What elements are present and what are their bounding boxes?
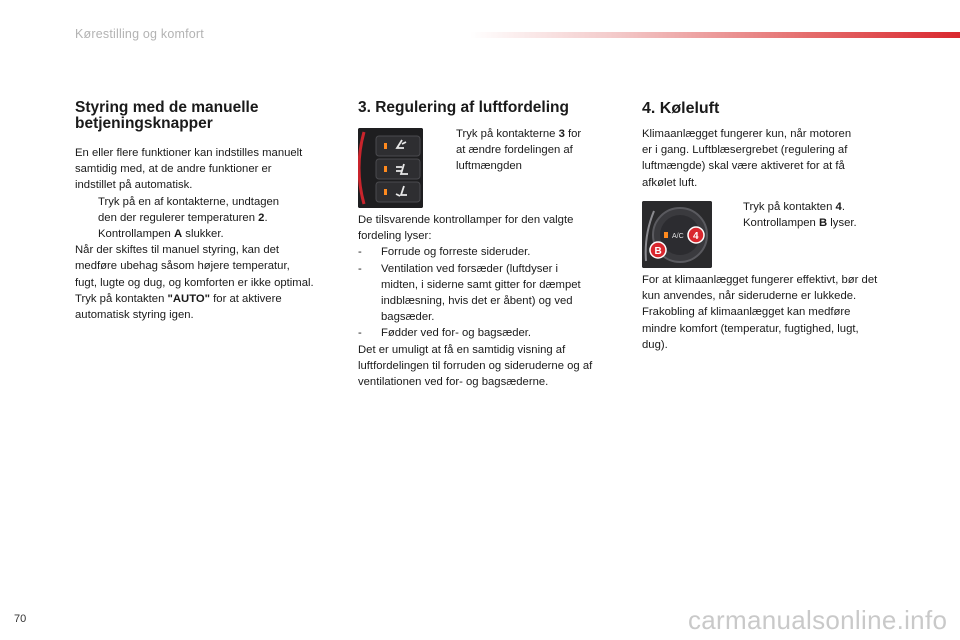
paragraph-line: Når der skiftes til manuel styring, kan det bbox=[75, 244, 280, 257]
column-air-distribution bbox=[358, 100, 623, 116]
text: lyser. bbox=[827, 217, 857, 230]
section-header-title: Kørestilling og komfort bbox=[75, 27, 204, 41]
dash-text: Forrude og forreste sideruder. bbox=[381, 246, 531, 259]
paragraph-line: mindre komfort (temperatur, fugtighed, lugt, bbox=[642, 322, 859, 335]
cooling-instruction bbox=[720, 199, 900, 231]
dash-continuation: midten, i siderne samt gitter for dæmpet bbox=[381, 278, 581, 291]
column-manual-controls bbox=[75, 100, 345, 323]
indicator-letter: B bbox=[818, 217, 828, 230]
heading-manual-controls bbox=[75, 100, 345, 132]
paragraph-line: kun anvendes, når sideruderne er lukkede. bbox=[642, 290, 857, 303]
paragraph-line: luftfordelingen til forruden og sideruderne og af bbox=[358, 359, 593, 372]
dash-continuation: bagsæder. bbox=[381, 311, 435, 324]
bullet-marker bbox=[720, 199, 743, 215]
column-cooling bbox=[642, 100, 907, 191]
ac-label: A/C bbox=[672, 233, 684, 240]
dash-text: Ventilation ved forsæder (luftdyser i bbox=[381, 262, 559, 275]
text: den der regulerer temperaturen bbox=[98, 211, 259, 224]
air-distribution-buttons-image bbox=[358, 128, 423, 208]
control-number: 4 bbox=[835, 201, 842, 213]
auto-label: "AUTO" bbox=[167, 292, 211, 305]
paragraph-line: afkølet luft. bbox=[642, 176, 698, 189]
heading-line: betjeningsknapper bbox=[75, 115, 213, 132]
dash-marker: - bbox=[358, 327, 362, 340]
bullet-item bbox=[75, 194, 345, 210]
paragraph-line: luftmængde) skal være aktiveret for at få bbox=[642, 160, 845, 173]
badge-4: 4 bbox=[693, 231, 699, 242]
bullet-continuation bbox=[75, 210, 345, 226]
distribution-details bbox=[358, 212, 626, 390]
bullet-marker bbox=[75, 194, 98, 210]
text: for at aktivere bbox=[210, 292, 282, 305]
paragraph-line bbox=[75, 291, 345, 307]
text: Kontrollampen bbox=[743, 217, 819, 230]
paragraph-line: indstillet på automatisk. bbox=[75, 179, 193, 192]
text: Kontrollampen bbox=[98, 228, 174, 241]
paragraph-line: fugt, lugte og dug, og komforten er ikke optimal. bbox=[75, 276, 314, 289]
paragraph-line: ventilationen ved for- og bagsæderne. bbox=[358, 376, 549, 389]
ac-button-image bbox=[642, 201, 712, 268]
text: . bbox=[841, 201, 845, 213]
paragraph-line: er i gang. Luftblæsergrebet (regulering af bbox=[642, 144, 848, 157]
heading-air-distribution: 3. Regulering af luftfordeling bbox=[358, 99, 569, 116]
text: for bbox=[564, 128, 582, 140]
control-number: 2 bbox=[258, 211, 265, 224]
indicator-letter: A bbox=[173, 228, 183, 241]
paragraph-line: En eller flere funktioner kan indstilles manuelt bbox=[75, 147, 303, 159]
paragraph-line: samtidig med, at de andre funktioner er bbox=[75, 163, 272, 176]
paragraph-line: Det er umuligt at få en samtidig visning af bbox=[358, 343, 566, 356]
dash-marker: - bbox=[358, 262, 362, 275]
watermark: carmanualsonline.info bbox=[688, 605, 948, 635]
dash-text: Fødder ved for- og bagsæder. bbox=[381, 327, 532, 340]
paragraph-line: medføre ubehag såsom højere temperatur, bbox=[75, 260, 290, 273]
paragraph-line: De tilsvarende kontrollamper for den valgte bbox=[358, 214, 574, 226]
ac-panel-graphic bbox=[642, 201, 712, 268]
paragraph-line: fordeling lyser: bbox=[358, 230, 432, 243]
paragraph-line: Frakobling af klimaanlægget kan medføre bbox=[642, 306, 851, 319]
dash-item bbox=[358, 261, 626, 277]
bullet-continuation bbox=[720, 215, 900, 231]
bullet-text bbox=[743, 199, 845, 215]
heading-cooling: 4. Køleluft bbox=[642, 100, 720, 117]
paragraph-line: For at klimaanlægget fungerer effektivt, bør det bbox=[642, 274, 878, 286]
vent-panel-graphic bbox=[358, 128, 423, 208]
dash-marker: - bbox=[358, 246, 362, 259]
dash-item bbox=[358, 244, 626, 260]
text: Tryk på kontakten bbox=[75, 292, 168, 305]
bullet-marker bbox=[433, 126, 456, 142]
paragraph-line: Klimaanlægget fungerer kun, når motoren bbox=[642, 128, 852, 140]
bullet-text bbox=[456, 126, 581, 142]
bullet-item bbox=[433, 126, 603, 142]
cooling-details bbox=[642, 272, 912, 353]
page-number: 70 bbox=[14, 613, 27, 625]
bullet-continuation bbox=[75, 226, 345, 242]
paragraph-line: dug). bbox=[642, 338, 668, 351]
bullet-text: Tryk på en af kontakterne, undtagen bbox=[98, 195, 280, 208]
dash-item bbox=[358, 325, 626, 341]
distribution-instruction bbox=[433, 126, 603, 175]
text: Tryk på kontakterne bbox=[456, 128, 559, 140]
text: slukker. bbox=[182, 228, 224, 241]
paragraph-line: automatisk styring igen. bbox=[75, 309, 194, 322]
header-accent-bar bbox=[470, 32, 960, 38]
heading-line: Styring med de manuelle bbox=[75, 99, 259, 116]
dash-continuation: indblæsning, hvis det er åbent) og ved bbox=[381, 295, 573, 308]
text: Tryk på kontakten bbox=[743, 201, 836, 213]
control-number: 3 bbox=[558, 128, 565, 140]
bullet-continuation: at ændre fordelingen af bbox=[456, 144, 573, 157]
text: . bbox=[264, 211, 268, 224]
bullet-item bbox=[720, 199, 900, 215]
badge-b: B bbox=[654, 246, 662, 257]
bullet-continuation: luftmængden bbox=[456, 160, 522, 173]
